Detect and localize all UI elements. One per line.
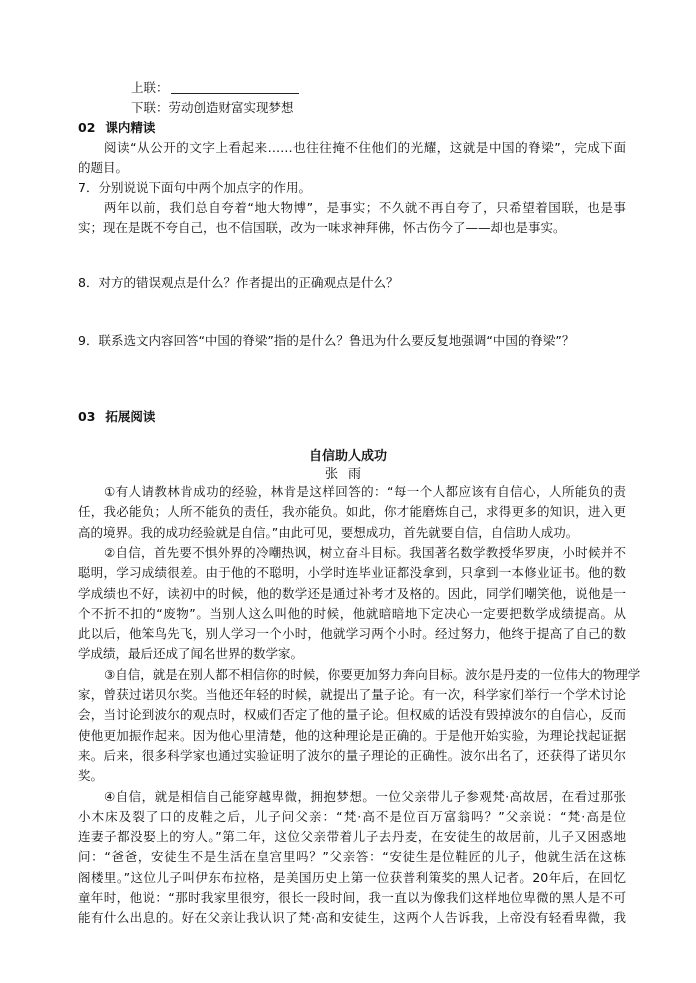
couplet-upper-label: 上联： [131, 80, 169, 95]
intro-line-2: 的题目。 [78, 160, 129, 175]
article-line: 能有什么出息的。好在父亲让我认识了梵·高和安徒生，这两个人告诉我，上帝没有轻看卑微，我 [78, 910, 626, 925]
section-title: 拓展阅读 [105, 409, 156, 424]
article-line: ①有人请教林肯成功的经验，林肯是这样回答的：“每一个人都应该有自信心，人所能负的责 [104, 484, 626, 499]
article-line: 问：“爸爸，安徒生不是生活在皇宫里吗？”父亲答：“安徒生是位鞋匠的儿子，他就生活在这栋 [78, 849, 626, 864]
article-line: 聪明，学习成绩很差。由于他的不聪明，小学时连毕业证都没拿到，只拿到一本修业证书。他的数 [78, 565, 626, 580]
article-line: 学成绩，最后还成了闻名世界的数学家。 [78, 646, 304, 661]
question-7: 7．分别说说下面句中两个加点字的作用。 [78, 180, 311, 195]
intro-line-1: 阅读“从公开的文字上看起来……也往往掩不住他们的光耀，这就是中国的脊梁”，完成下面 [104, 140, 626, 155]
answer-blank[interactable] [171, 81, 299, 94]
article-line: ②自信，首先要不惧外界的冷嘲热讽，树立奋斗目标。我国著名数学教授华罗庚，小时候并不 [104, 545, 626, 560]
article-line: 会，当讨论到波尔的观点时，权威们否定了他的量子论。但权威的话没有毁掉波尔的自信心，反而 [78, 707, 626, 722]
article-line: 阁楼里。”这位儿子叫伊东布拉格，是美国历史上第一位获普利策奖的黑人记者。20年后，在回忆 [78, 870, 626, 885]
article-line: 个不折不扣的“废物”。当别人这么叫他的时候，他就暗暗地下定决心一定要把数学成绩提高。从 [78, 606, 626, 621]
article-line: 任，我必能负；人所不能负的责任，我亦能负。如此，你才能磨炼自己，求得更多的知识，进入更 [78, 504, 626, 519]
question-9: 9．联系选文内容回答“中国的脊梁”指的是什么？鲁迅为什么要反复地强调“中国的脊梁”？ [78, 333, 575, 348]
q7-quote-line-2: 实；现在是既不夸自己，也不信国联，改为一味求神拜佛，怀古伤今了——却也是事实。 [78, 220, 566, 235]
article-line: 奖。 [78, 768, 104, 783]
article-line: 童年时，他说：“那时我家里很穷，很长一段时间，我一直以为像我们这样地位卑微的黑人是不可 [78, 890, 626, 905]
couplet-lower: 下联：劳动创造财富实现梦想 [131, 100, 294, 115]
section-number: 03 [78, 409, 96, 424]
article-author: 张雨 [324, 467, 371, 482]
article-line: 高的境界。我的成功经验就是自信。”由此可见，要想成功，首先就要自信，自信助人成功。 [78, 525, 579, 540]
article-line: 连妻子都没娶上的穷人。”第二年，这位父亲带着儿子去丹麦，在安徒生的故居前，儿子又困惑地 [78, 829, 626, 844]
article-line: 学成绩也不好，读初中的时候，他的数学还是通过补考才及格的。因此，同学们嘲笑他，说他是一 [78, 586, 626, 601]
article-line: 来。后来，很多科学家也通过实验证明了波尔的量子理论的正确性。波尔出名了，还获得了诺贝尔 [78, 748, 626, 763]
couplet-upper [131, 80, 299, 96]
article-line: 小木床及裂了口的皮鞋之后，儿子问父亲：“梵·高不是位百万富翁吗？”父亲说：“梵·高是位 [78, 809, 626, 824]
question-8: 8．对方的错误观点是什么？作者提出的正确观点是什么？ [78, 275, 399, 290]
section-heading-03 [78, 409, 155, 425]
article-line: 家，曾获过诺贝尔奖。当他还年轻的时候，就提出了量子论。有一次，科学家们举行一个学术讨论 [78, 687, 626, 702]
section-title: 课内精读 [105, 120, 156, 135]
article-line: ③自信，就是在别人都不相信你的时候，你要更加努力奔向目标。波尔是丹麦的一位伟大的物理学 [104, 667, 641, 682]
section-heading-02 [78, 120, 155, 136]
article-line: ④自信，就是相信自己能穿越卑微，拥抱梦想。一位父亲带儿子参观梵·高故居，在看过那张 [104, 789, 626, 804]
article-line: 此以后，他笨鸟先飞，别人学习一个小时，他就学习两个小时。经过努力，他终于提高了自己的数 [78, 626, 626, 641]
q7-quote-line-1: 两年以前，我们总自夸着“地大物博”，是事实；不久就不再自夸了，只希望着国联，也是事 [104, 200, 626, 215]
article-line: 使他更加振作起来。因为他心里清楚，他的这种理论是正确的。于是他开始实验，为理论找起证据 [78, 728, 626, 743]
article-title: 自信助人成功 [308, 449, 387, 464]
section-number: 02 [78, 120, 96, 135]
